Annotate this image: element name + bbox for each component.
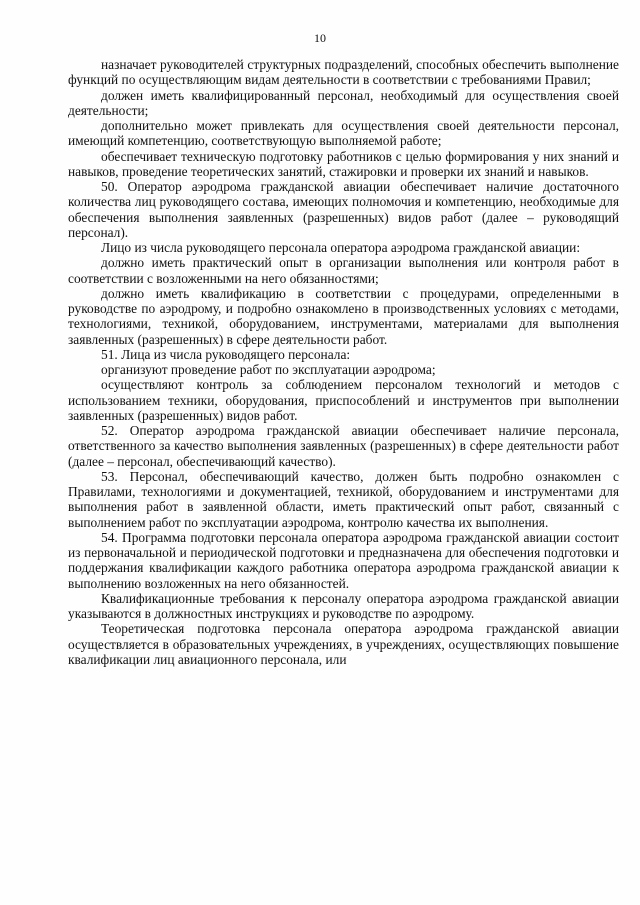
paragraph: 52. Оператор аэродрома гражданской авиации обеспечивает наличие персонала, ответственного за качество выполнения заявленных (разрешенных) в сфере деятельности работ (далее – персонал, обеспечивающий качество). [68, 423, 619, 469]
paragraph: назначает руководителей структурных подразделений, способных обеспечить выполнение функций по осуществляющим видам деятельности в соответствии с требованиями Правил; [68, 57, 619, 88]
paragraph: 54. Программа подготовки персонала оператора аэродрома гражданской авиации состоит из первоначальной и периодической подготовки и предназначена для обеспечения подготовки и поддержания квалификации каждого работника оператора аэродрома гражданской авиации к выполнению возложенных на него обязанностей. [68, 529, 619, 591]
paragraph: Квалификационные требования к персоналу оператора аэродрома гражданской авиации указываются в должностных инструкциях и руководстве по аэродрому. [68, 590, 619, 621]
paragraph: 51. Лица из числа руководящего персонала: [101, 346, 351, 362]
paragraph: должно иметь квалификацию в соответствии с процедурами, определенными в руководстве по аэродрому, и подробно ознакомлено в производственных условиях с методами, технологиями, техникой, оборудованием, инструментами, материалами для выполнения заявленных (разрешенных) в сфере деятельности работ. [68, 285, 619, 347]
paragraph: организуют проведение работ по эксплуатации аэродрома; [101, 362, 436, 377]
paragraph: Лицо из числа руководящего персонала оператора аэродрома гражданской авиации: [101, 240, 581, 255]
paragraph: 53. Персонал, обеспечивающий качество, должен быть подробно ознакомлен с Правилами, технологиями и документацией, техникой, оборудованием и инструментами для выполнения работ в заявленной области, иметь практический опыт работ, связанный с выполнением работ по эксплуатации аэродрома, контролю качества их выполнения. [68, 468, 619, 530]
paragraph: должен иметь квалифицированный персонал, необходимый для осуществления своей деятельности; [68, 87, 619, 118]
page-number: 10 [314, 31, 326, 45]
paragraph: осуществляют контроль за соблюдением персоналом технологий и методов с использованием техники, оборудования, приспособлений и инструментов при выполнении заявленных (разрешенных) видов работ. [68, 377, 619, 423]
document-body [68, 57, 619, 667]
paragraph: должно иметь практический опыт в организации выполнения или контроля работ в соответствии с возложенными на него обязанностями; [68, 255, 619, 286]
paragraph: Теоретическая подготовка персонала оператора аэродрома гражданской авиации осуществляется в образовательных учреждениях, в учреждениях, осуществляющих повышение квалификации лиц авиационного персонала, или [68, 621, 619, 667]
paragraph: обеспечивает техническую подготовку работников с целью формирования у них знаний и навыков, проведение теоретических занятий, стажировки и проверки их знаний и навыков. [68, 148, 619, 179]
paragraph: дополнительно может привлекать для осуществления своей деятельности персонал, имеющий компетенцию, соответствующую выполняемой работе; [68, 118, 619, 149]
paragraph: 50. Оператор аэродрома гражданской авиации обеспечивает наличие достаточного количества лиц руководящего состава, имеющих полномочия и компетенцию, необходимые для обеспечения выполнения заявленных (разрешенных) видов работ (далее – руководящий персонал). [68, 179, 619, 240]
